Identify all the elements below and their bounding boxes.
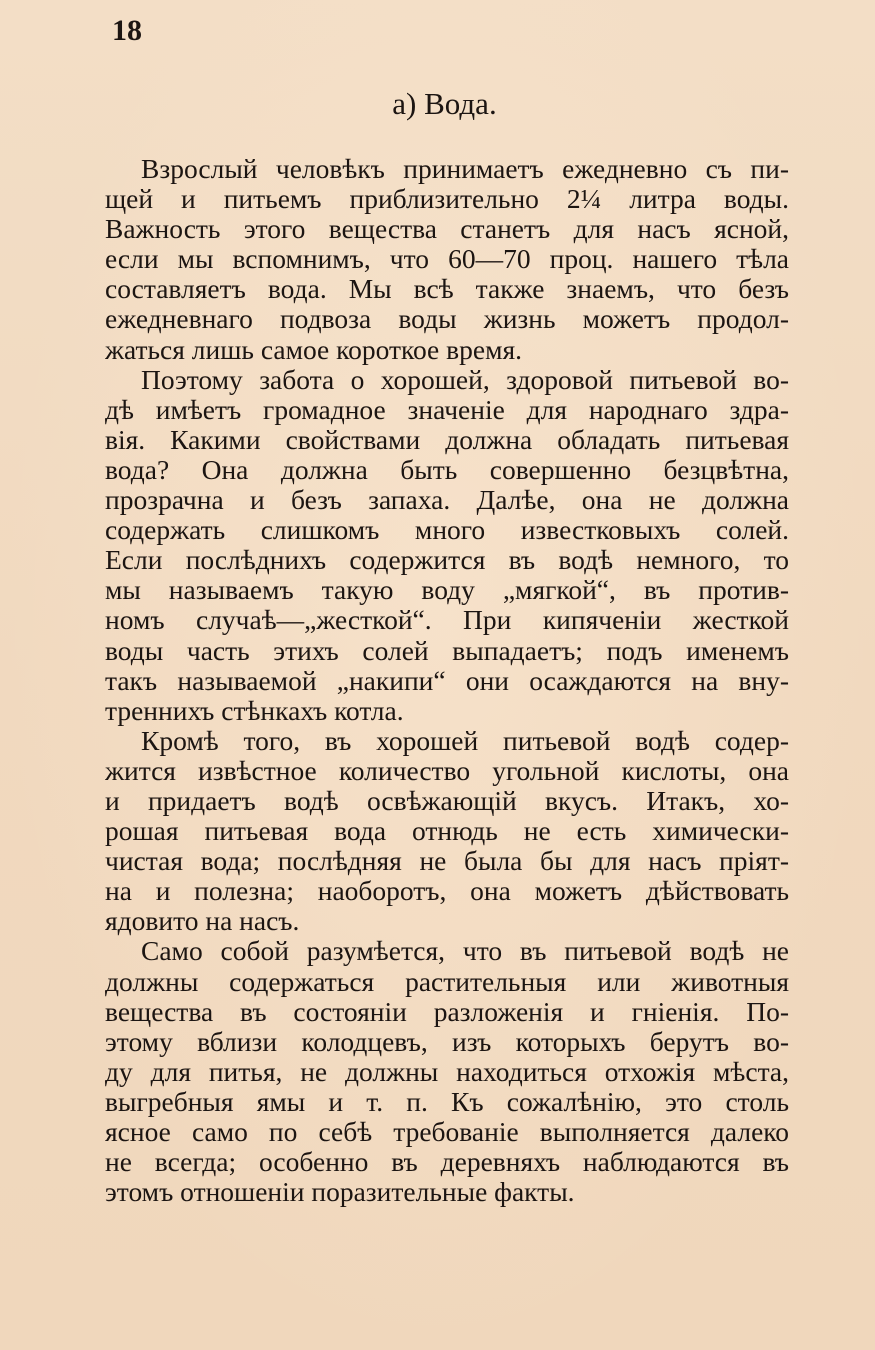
text-line: Если послѣднихъ содержится въ водѣ немного, то: [105, 545, 789, 576]
paragraph-2: [105, 365, 789, 726]
text-line: ядовито на насъ.: [105, 906, 300, 937]
page-number: 18: [112, 14, 142, 47]
text-line: жаться лишь самое короткое время.: [105, 334, 522, 365]
text-line: чистая вода; послѣдняя не была бы для насъ пріят-: [105, 846, 789, 877]
text-line: Важность этого вещества станетъ для насъ ясной,: [105, 214, 789, 245]
text-line: вія. Какими свойствами должна обладать питьевая: [105, 424, 789, 455]
section-heading: а) Вода.: [392, 86, 497, 121]
text-line: выгребныя ямы и т. п. Къ сожалѣнію, это столь: [105, 1086, 789, 1117]
text-line: Само собой разумѣется, что въ питьевой водѣ не: [141, 936, 789, 967]
text-line: Кромѣ того, въ хорошей питьевой водѣ содер-: [141, 725, 789, 756]
text-line: щей и питьемъ приблизительно 2¼ литра воды.: [105, 184, 789, 215]
body-text: [105, 154, 789, 1207]
paragraph-4: [105, 936, 789, 1207]
text-line: этомъ отношеніи поразительные факты.: [105, 1177, 575, 1208]
paragraph-1: [105, 154, 789, 365]
text-line: составляетъ вода. Мы всѣ также знаемъ, что безъ: [105, 274, 789, 305]
text-line: такъ называемой „накипи“ они осаждаются на вну-: [105, 665, 789, 696]
text-line: номъ случаѣ—„жесткой“. При кипяченіи жесткой: [105, 605, 789, 636]
text-line: ясное само по себѣ требованіе выполняется далеко: [105, 1117, 789, 1147]
text-line: треннихъ стѣнкахъ котла.: [105, 695, 404, 726]
text-line: должны содержаться растительныя или животныя: [105, 966, 789, 997]
text-line: ду для питья, не должны находиться отхожія мѣста,: [105, 1056, 789, 1087]
text-line: этому вблизи колодцевъ, изъ которыхъ берутъ во-: [105, 1026, 789, 1057]
text-line: прозрачна и безъ запаха. Далѣе, она не должна: [105, 485, 789, 516]
text-line: если мы вспомнимъ, что 60—70 проц. нашего тѣла: [105, 244, 789, 275]
text-line: содержать слишкомъ много известковыхъ солей.: [105, 515, 789, 546]
text-line: вода? Она должна быть совершенно безцвѣтна,: [105, 454, 789, 485]
text-line: вещества въ состояніи разложенія и гніенія. По-: [105, 996, 789, 1027]
text-line: дѣ имѣетъ громадное значеніе для народнаго здра-: [105, 394, 789, 425]
text-line: и придаетъ водѣ освѣжающій вкусъ. Итакъ, хо-: [105, 785, 789, 816]
text-line: рошая питьевая вода отнюдь не есть химически-: [105, 816, 789, 847]
paragraph-3: [105, 726, 789, 937]
text-line: не всегда; особенно въ деревняхъ наблюдаются въ: [105, 1147, 789, 1178]
text-line: на и полезна; наоборотъ, она можетъ дѣйствовать: [105, 876, 789, 907]
text-line: воды часть этихъ солей выпадаетъ; подъ именемъ: [105, 635, 789, 666]
text-line: ежедневнаго подвоза воды жизнь можетъ продол-: [105, 304, 789, 335]
text-line: Поэтому забота о хорошей, здоровой питьевой во-: [141, 364, 789, 395]
text-line: жится извѣстное количество угольной кислоты, она: [105, 755, 789, 786]
text-line: мы называемъ такую воду „мягкой“, въ против-: [105, 575, 789, 606]
text-line: Взрослый человѣкъ принимаетъ ежедневно съ пи-: [141, 154, 789, 184]
